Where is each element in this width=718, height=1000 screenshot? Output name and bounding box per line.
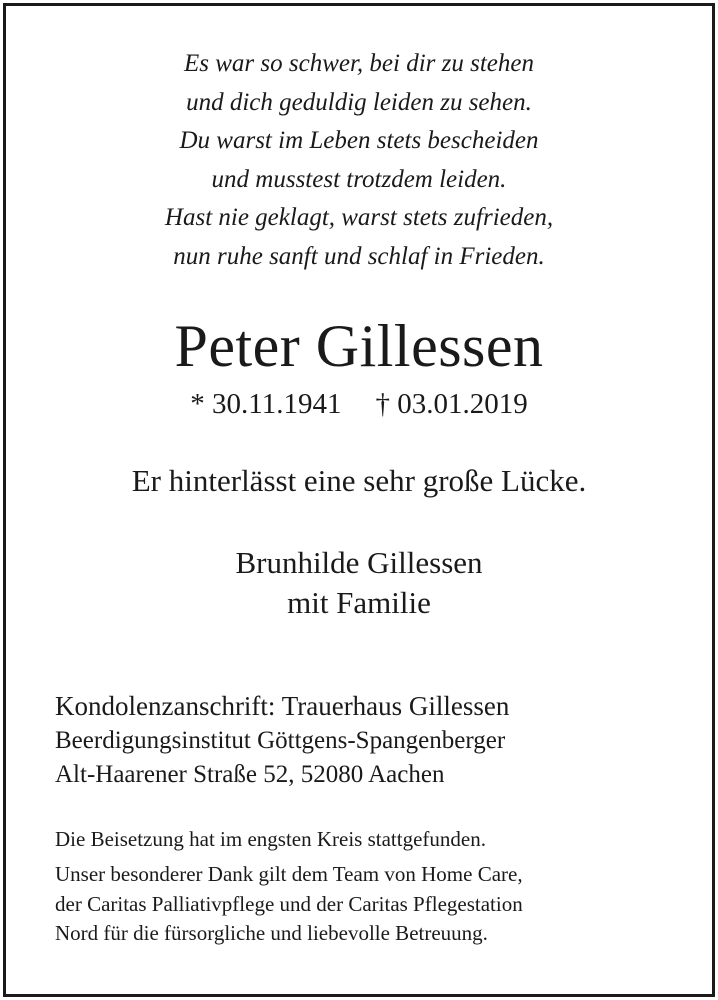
thanks-line: Unser besonderer Dank gilt dem Team von Home Care,	[55, 862, 523, 886]
obituary-notice	[3, 3, 715, 997]
memorial-poem	[6, 45, 712, 276]
poem-line: Du warst im Leben stets bescheiden	[179, 127, 539, 154]
legacy-statement: Er hinterlässt eine sehr große Lücke.	[131, 463, 587, 498]
death-date: † 03.01.2019	[375, 388, 528, 420]
thanks-line: Nord für die fürsorgliche und liebevolle Betreuung.	[55, 921, 488, 945]
family-name: Brunhilde Gillessen	[235, 545, 483, 580]
burial-note: Die Beisetzung hat im engsten Kreis stattgefunden.	[55, 827, 486, 851]
poem-line: Es war so schwer, bei dir zu stehen	[184, 50, 534, 77]
deceased-name: Peter Gillessen	[174, 313, 544, 379]
poem-line: und dich geduldig leiden zu sehen.	[186, 88, 532, 116]
condolence-address	[55, 688, 695, 792]
address-line: Beerdigungsinstitut Göttgens-Spangenberger	[55, 727, 506, 754]
address-line: Alt-Haarener Straße 52, 52080 Aachen	[55, 761, 445, 788]
poem-line: und musstest trotzdem leiden.	[211, 165, 507, 193]
birth-date: * 30.11.1941	[190, 388, 342, 420]
poem-line: nun ruhe sanft und schlaf in Frieden.	[173, 242, 545, 270]
life-dates	[6, 386, 712, 422]
mourning-family	[6, 543, 712, 623]
family-subline: mit Familie	[287, 585, 431, 620]
closing-notes	[55, 825, 705, 949]
thanks-line: der Caritas Palliativpflege und der Caritas Pflegestation	[55, 891, 523, 916]
poem-line: Hast nie geklagt, warst stets zufrieden,	[164, 204, 554, 231]
thanks-note	[55, 860, 705, 949]
condolence-heading: Kondolenzanschrift: Trauerhaus Gillessen	[55, 691, 510, 721]
